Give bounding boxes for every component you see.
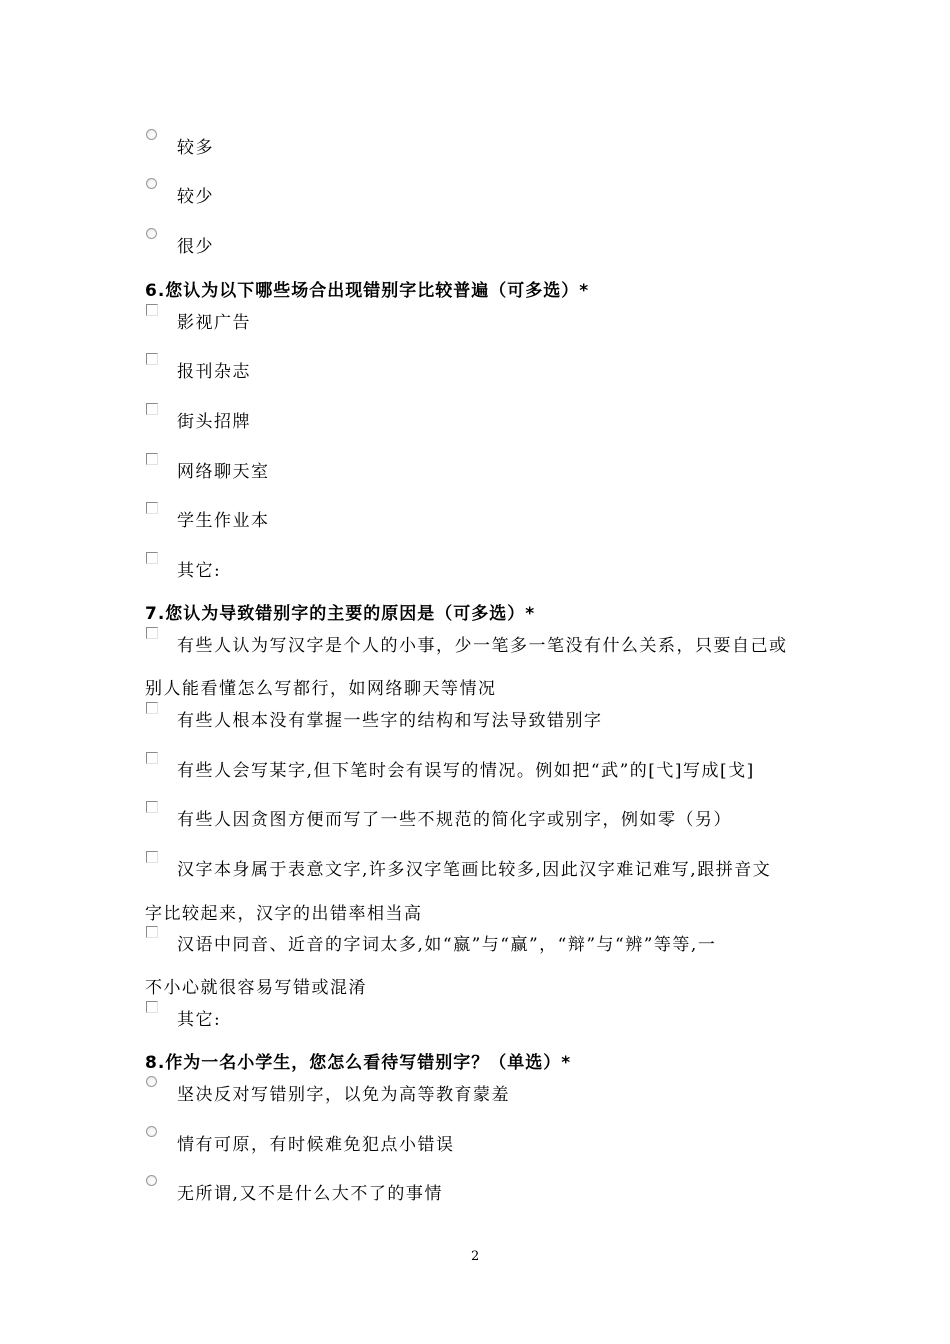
question-title: 7.您认为导致错别字的主要的原因是（可多选）*: [145, 604, 536, 624]
option-label: 有些人会写某字,但下笔时会有误写的情况。例如把“武”的[弋]写成[戈]: [177, 761, 755, 781]
checkbox[interactable]: [146, 926, 158, 938]
option-label: 很少: [177, 237, 214, 257]
option-label: 坚决反对写错别字，以免为高等教育蒙羞: [177, 1085, 510, 1105]
checkbox[interactable]: [146, 453, 158, 465]
option-label: 其它:: [177, 561, 222, 581]
checkbox[interactable]: [146, 627, 158, 639]
option-label: 汉字本身属于表意文字,许多汉字笔画比较多,因此汉字难记难写,跟拼音文: [177, 860, 772, 880]
checkbox[interactable]: [146, 702, 158, 714]
option-label: 无所谓,又不是什么大不了的事情: [177, 1184, 443, 1204]
option-label-continued: 别人能看懂怎么写都行，如网络聊天等情况: [145, 679, 497, 699]
option-label-continued: 不小心就很容易写错或混淆: [145, 978, 367, 998]
checkbox[interactable]: [146, 752, 158, 764]
radio-button[interactable]: [146, 129, 157, 140]
option-label: 网络聊天室: [177, 462, 270, 482]
page-number: 2: [471, 1249, 480, 1264]
checkbox[interactable]: [146, 801, 158, 813]
option-label: 其它:: [177, 1010, 222, 1030]
radio-button[interactable]: [146, 228, 157, 239]
checkbox[interactable]: [146, 353, 158, 365]
radio-button[interactable]: [146, 1076, 157, 1087]
radio-button[interactable]: [146, 178, 157, 189]
option-label: 情有可原，有时候难免犯点小错误: [177, 1135, 455, 1155]
radio-button[interactable]: [146, 1126, 157, 1137]
question-title: 6.您认为以下哪些场合出现错别字比较普遍（可多选）*: [145, 281, 590, 301]
option-label: 学生作业本: [177, 511, 270, 531]
checkbox[interactable]: [146, 1001, 158, 1013]
option-label: 较少: [177, 187, 214, 207]
option-label: 有些人因贪图方便而写了一些不规范的简化字或别字，例如零（另）: [177, 810, 732, 830]
option-label: 街头招牌: [177, 412, 251, 432]
option-label: 报刊杂志: [177, 362, 251, 382]
question-title: 8.作为一名小学生，您怎么看待写错别字？（单选）*: [145, 1053, 572, 1073]
checkbox[interactable]: [146, 403, 158, 415]
radio-button[interactable]: [146, 1175, 157, 1186]
checkbox[interactable]: [146, 851, 158, 863]
option-label: 影视广告: [177, 313, 251, 333]
option-label: 汉语中同音、近音的字词太多,如“嬴”与“赢”，“辩”与“辨”等等,一: [177, 935, 717, 955]
option-label: 有些人认为写汉字是个人的小事，少一笔多一笔没有什么关系，只要自己或: [177, 636, 788, 656]
checkbox[interactable]: [146, 552, 158, 564]
option-label: 有些人根本没有掌握一些字的结构和写法导致错别字: [177, 711, 603, 731]
checkbox[interactable]: [146, 304, 158, 316]
checkbox[interactable]: [146, 502, 158, 514]
option-label-continued: 字比较起来，汉字的出错率相当高: [145, 904, 423, 924]
option-label: 较多: [177, 138, 214, 158]
